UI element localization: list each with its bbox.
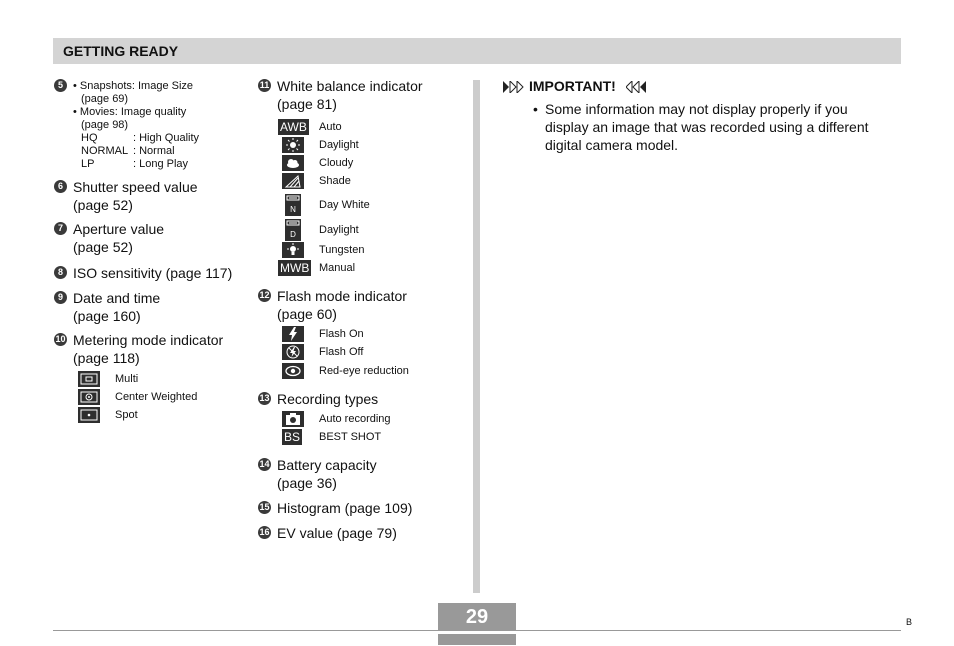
metering-item (73, 331, 223, 367)
important-line: digital camera model. (545, 137, 679, 153)
date-time-item (73, 289, 160, 325)
item-number-10: 10 (55, 334, 66, 344)
wb-mode-label: Tungsten (319, 244, 365, 256)
item-number-11: 11 (259, 80, 270, 90)
item-number-7: 7 (54, 222, 67, 235)
item-label: White balance indicator (277, 78, 423, 94)
battery-item (277, 456, 377, 492)
wb-mode-label: Daylight (319, 139, 359, 151)
item-page-ref: (page 60) (277, 306, 337, 322)
ev-value-item (277, 524, 397, 542)
daylight-sun-icon (282, 137, 304, 153)
wb-mode-label: Auto (319, 121, 342, 133)
metering-mode-label: Center Weighted (115, 391, 198, 403)
column-divider (473, 80, 480, 593)
camera-icon (282, 411, 304, 427)
quality-value: : Normal (133, 145, 175, 157)
important-title: IMPORTANT! (529, 78, 616, 94)
important-line: display an image that was recorded using a different (545, 119, 869, 135)
item-label: Recording types (277, 391, 379, 407)
quality-key: NORMAL (81, 145, 129, 157)
item-number-8: 8 (54, 266, 67, 279)
cloudy-icon (282, 155, 304, 171)
page-number: 29 (438, 603, 516, 631)
wb-mode-label: Cloudy (319, 157, 354, 169)
recording-types-item (277, 390, 378, 408)
recording-type-label: BEST SHOT (319, 431, 382, 443)
item-number-13: 13 (259, 393, 270, 403)
wb-mode-label: Day White (319, 199, 370, 211)
flash-on-icon (282, 326, 304, 342)
multi-metering-icon (78, 371, 100, 387)
important-arrows-right-icon (626, 80, 648, 98)
svg-text:N: N (290, 205, 296, 214)
flash-mode-item (277, 287, 407, 323)
item-label: Date and time (73, 290, 161, 306)
white-balance-item (277, 77, 423, 113)
item-number-14: 14 (259, 459, 270, 469)
mwb-icon: MWB (280, 261, 310, 275)
quality-value: : Long Play (133, 158, 189, 170)
flash-mode-label: Flash On (319, 328, 364, 340)
important-text (545, 100, 869, 154)
flash-off-icon (282, 344, 304, 360)
spot-metering-icon (78, 407, 100, 423)
day-white-fluorescent-icon (285, 194, 301, 216)
item-number-9: 9 (54, 291, 67, 304)
recording-type-label: Auto recording (319, 413, 391, 425)
corner-mark: B (906, 617, 913, 627)
item-label: Shutter speed value (73, 179, 198, 195)
item-number-6: 6 (54, 180, 67, 193)
shade-icon (282, 173, 304, 189)
item-label: Aperture value (73, 221, 165, 237)
item-number-5: 5 (54, 79, 67, 92)
item-label: Histogram (page 109) (277, 500, 413, 516)
item-page-ref: (page 52) (73, 239, 133, 255)
flash-mode-label: Red-eye reduction (319, 365, 409, 377)
metering-mode-label: Multi (115, 373, 139, 385)
item-number-16: 16 (259, 527, 270, 537)
item-number-15: 15 (259, 502, 270, 512)
page-number-underbar (438, 634, 516, 645)
quality-value: : High Quality (133, 132, 200, 144)
quality-key: LP (81, 158, 95, 170)
histogram-item (277, 499, 412, 517)
item-label: EV value (page 79) (277, 525, 397, 541)
item-page-ref: (page 160) (73, 308, 141, 324)
section-title: GETTING READY (63, 43, 179, 59)
item-label: Flash mode indicator (277, 288, 407, 304)
center-weighted-icon (78, 389, 100, 405)
wb-mode-label: Manual (319, 262, 356, 274)
quality-row (73, 158, 199, 171)
iso-item (73, 264, 232, 282)
wb-mode-label: Daylight (319, 224, 359, 236)
quality-key: HQ (81, 132, 98, 144)
note-line: • Snapshots: Image Size (73, 80, 194, 92)
awb-icon: AWB (280, 120, 307, 134)
flash-mode-label: Flash Off (319, 346, 364, 358)
item-label: ISO sensitivity (page 117) (73, 265, 233, 281)
item-label: Battery capacity (277, 457, 377, 473)
item-page-ref: (page 118) (73, 350, 140, 366)
quality-row (73, 132, 199, 145)
section-header-bar (53, 38, 901, 64)
svg-text:D: D (290, 230, 296, 239)
item-page-ref: (page 36) (277, 475, 337, 491)
aperture-item (73, 220, 164, 256)
shutter-speed-item (73, 178, 198, 214)
image-size-note (73, 80, 199, 171)
item-number-12: 12 (259, 290, 270, 300)
metering-mode-label: Spot (115, 409, 138, 421)
wb-mode-label: Shade (319, 175, 351, 187)
item-page-ref: (page 81) (277, 96, 337, 112)
important-line: Some information may not display properly if you (545, 101, 848, 117)
important-bullet: • (533, 101, 538, 117)
daylight-fluorescent-icon (285, 219, 301, 241)
best-shot-icon: BS (284, 430, 301, 444)
important-arrows-left-icon (503, 80, 525, 98)
red-eye-icon (282, 363, 304, 379)
note-line: (page 69) (81, 93, 129, 105)
item-label: Metering mode indicator (73, 332, 224, 348)
quality-row (73, 145, 199, 158)
note-line: (page 98) (81, 119, 129, 131)
tungsten-icon (282, 242, 304, 258)
item-page-ref: (page 52) (73, 197, 133, 213)
note-line: • Movies: Image quality (73, 106, 187, 118)
page-number-box (438, 603, 516, 645)
